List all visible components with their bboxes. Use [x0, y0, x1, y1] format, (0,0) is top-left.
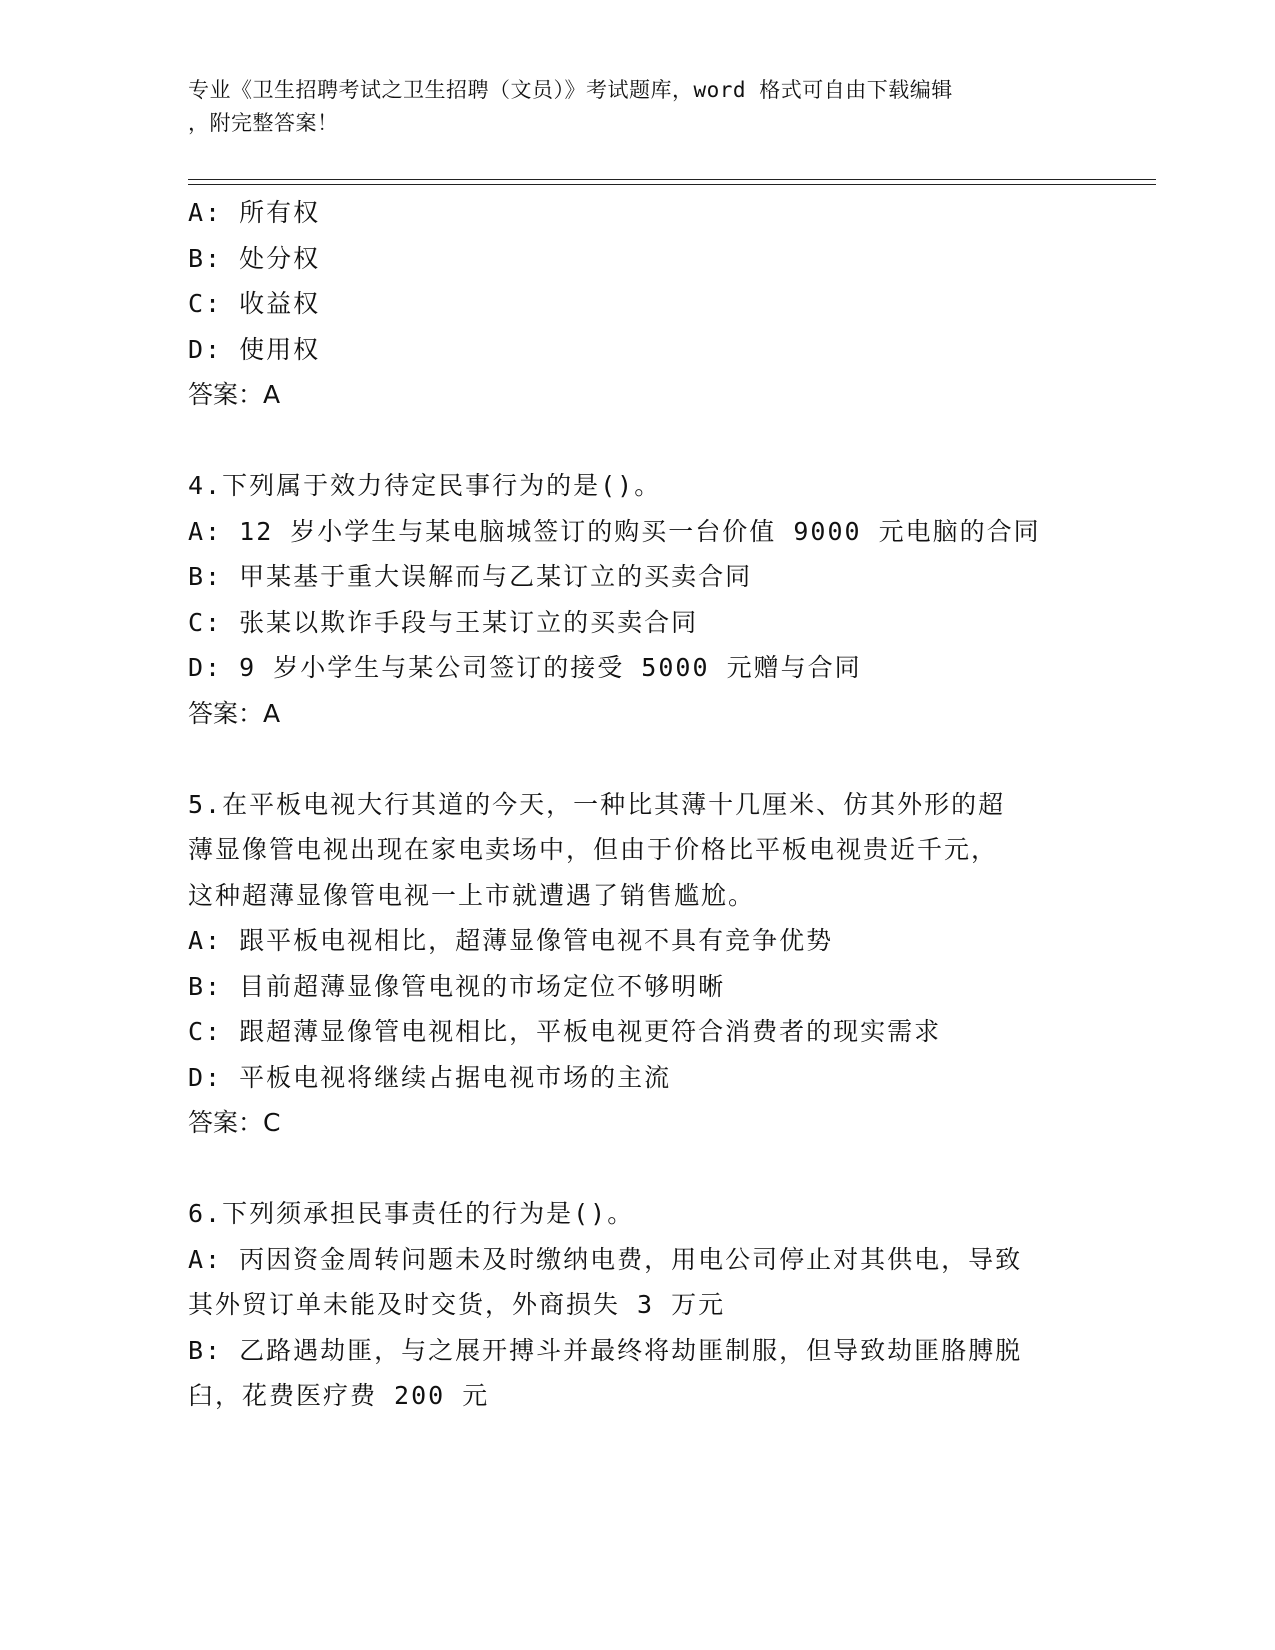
- option-a: A: 所有权: [188, 198, 321, 227]
- option-b-line-1: B: 乙路遇劫匪，与之展开搏斗并最终将劫匪制服，但导致劫匪胳膊脱: [188, 1335, 1023, 1365]
- header-line-2: ，附完整答案！: [188, 111, 339, 135]
- option-d: D: 9 岁小学生与某公司签订的接受 5000 元赠与合同: [188, 653, 862, 682]
- option-c: C: 张某以欺诈手段与王某订立的买卖合同: [188, 607, 699, 637]
- header-rule-bottom: [188, 184, 1156, 185]
- option-b: B: 处分权: [188, 243, 321, 273]
- option-a-line-2: 其外贸订单未能及时交货，外商损失 3 万元: [188, 1290, 726, 1319]
- question-6: [188, 1191, 1188, 1419]
- header-rule-top: [188, 179, 1156, 180]
- option-c: C: 跟超薄显像管电视相比，平板电视更符合消费者的现实需求: [188, 1017, 942, 1046]
- option-b: B: 目前超薄显像管电视的市场定位不够明晰: [188, 971, 726, 1001]
- question-list: [188, 190, 1188, 1419]
- question-5: [188, 782, 1188, 1146]
- spacer: [188, 736, 1188, 782]
- question-text: 6.下列须承担民事责任的行为是()。: [188, 1199, 635, 1228]
- answer: 答案：A: [188, 698, 281, 728]
- option-c: C: 收益权: [188, 289, 321, 318]
- question-text-line-1: 5.在平板电视大行其道的今天，一种比其薄十几厘米、仿其外形的超: [188, 789, 1006, 819]
- option-a-line-1: A: 丙因资金周转问题未及时缴纳电费，用电公司停止对其供电，导致: [188, 1244, 1023, 1274]
- option-b-line-2: 臼，花费医疗费 200 元: [188, 1381, 490, 1410]
- option-a: A: 跟平板电视相比，超薄显像管电视不具有竞争优势: [188, 926, 834, 955]
- question-text-line-3: 这种超薄显像管电视一上市就遭遇了销售尴尬。: [188, 880, 756, 910]
- header-line-1: 专业《卫生招聘考试之卫生招聘（文员）》考试题库，word 格式可自由下载编辑: [188, 78, 953, 102]
- option-d: D: 平板电视将继续占据电视市场的主流: [188, 1062, 672, 1092]
- option-a: A: 12 岁小学生与某电脑城签订的购买一台价值 9000 元电脑的合同: [188, 516, 1041, 546]
- question-text-line-2: 薄显像管电视出现在家电卖场中，但由于价格比平板电视贵近千元，: [188, 835, 999, 864]
- answer: 答案：A: [188, 380, 281, 409]
- option-d: D: 使用权: [188, 334, 321, 364]
- spacer: [188, 418, 1188, 464]
- question-3: [188, 190, 1188, 418]
- question-text: 4.下列属于效力待定民事行为的是()。: [188, 471, 662, 500]
- option-b: B: 甲某基于重大误解而与乙某订立的买卖合同: [188, 562, 753, 591]
- spacer: [188, 1146, 1188, 1192]
- question-4: [188, 463, 1188, 736]
- document-header: [188, 74, 1088, 140]
- answer: 答案：C: [188, 1108, 281, 1137]
